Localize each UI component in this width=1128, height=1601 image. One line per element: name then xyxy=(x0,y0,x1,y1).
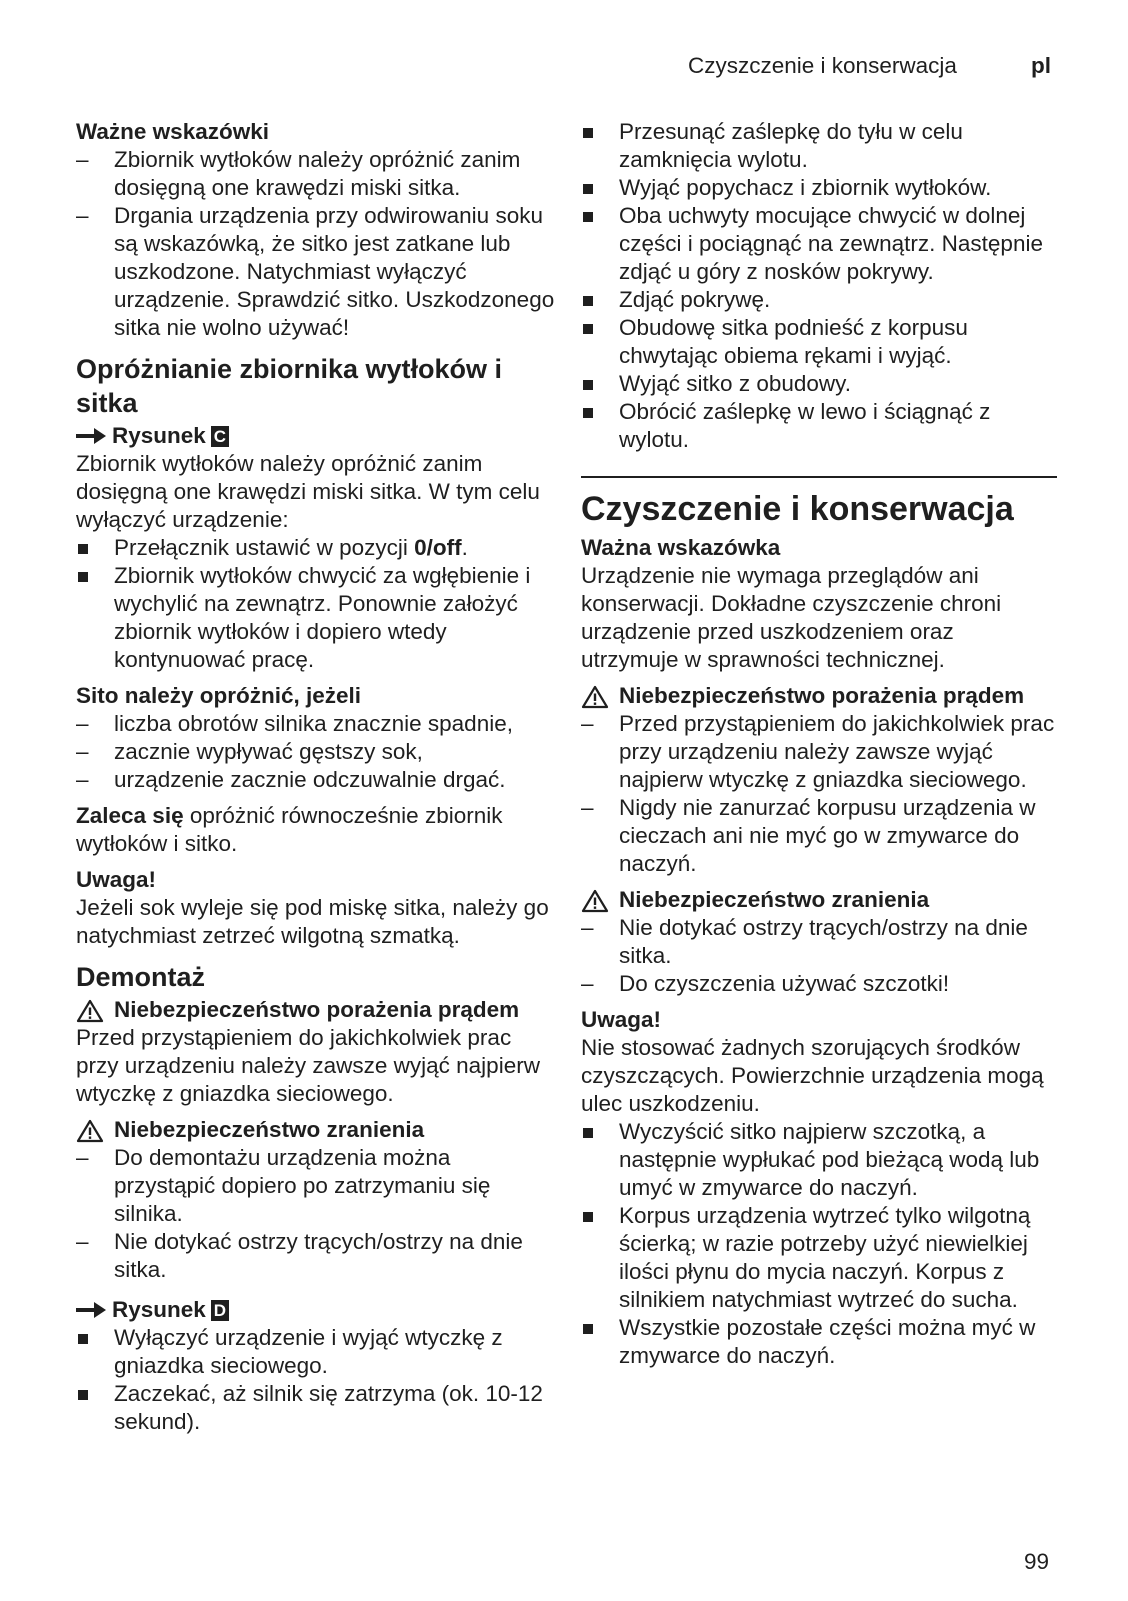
left-column xyxy=(76,118,556,1436)
list-item: Oba uchwyty mocujące chwycić w dolnej części i pociągnąć na zewnątrz. Następnie zdjąć u góry z nosków pokrywy. xyxy=(619,203,1043,284)
list-item: Zbiornik wytłoków chwycić za wgłębienie i wychylić na zewnątrz. Ponownie założyć zbiornik wytłoków i dopiero wtedy kontynuować pracę. xyxy=(114,563,531,672)
warning-triangle-icon xyxy=(581,889,609,913)
emptying-steps xyxy=(76,534,556,674)
list-item: Zaczekać, aż silnik się zatrzyma (ok. 10-12 sekund). xyxy=(114,1381,543,1434)
injury-warning-list xyxy=(76,1144,556,1284)
sieve-conditions-title: Sito należy opróżnić, jeżeli xyxy=(76,683,362,708)
injury-warning: Niebezpieczeństwo zranienia xyxy=(581,886,1057,914)
caution-title: Uwaga! xyxy=(76,867,157,892)
list-item: – zacznie wypływać gęstszy sok, xyxy=(76,738,556,766)
arrow-right-icon xyxy=(76,427,106,445)
disassembly-steps-continued xyxy=(581,118,1057,454)
header-section-title: Czyszczenie i konserwacja xyxy=(688,53,957,78)
list-item: Korpus urządzenia wytrzeć tylko wilgotną ścierką; w razie potrzeby użyć niewielkiej ilości płynu do mycia naczyń. Korpus z silnikiem natychmiast wytrzeć do sucha. xyxy=(619,1203,1031,1312)
shock-warning-text: Przed przystąpieniem do jakichkolwiek prac przy urządzeniu należy zawsze wyjąć najpierw wtyczkę z gniazdka sieciowego. xyxy=(76,1025,540,1106)
injury-warning-list xyxy=(581,914,1057,998)
figure-reference-c: Rysunek C xyxy=(76,422,556,450)
section-title-emptying: Opróżnianie zbiornika wytłoków i sitka xyxy=(76,354,503,418)
list-item: Wyczyścić sitko najpierw szczotką, a następnie wypłukać pod bieżącą wodą lub umyć w zmywarce do naczyń. xyxy=(619,1119,1040,1200)
disassembly-steps xyxy=(76,1324,556,1436)
list-item: – Do czyszczenia używać szczotki! xyxy=(581,970,1057,998)
caution-title: Uwaga! xyxy=(581,1007,662,1032)
warning-triangle-icon xyxy=(581,685,609,709)
right-column xyxy=(581,118,1057,1370)
shock-warning: Niebezpieczeństwo porażenia prądem xyxy=(76,996,556,1024)
list-item: Wszystkie pozostałe części można myć w zmywarce do naczyń. xyxy=(619,1315,1036,1368)
recommendation-text: Zaleca się opróżnić równocześnie zbiornik wytłoków i sitko. xyxy=(76,803,503,856)
list-item: Obudowę sitka podnieść z korpusu chwytając obiema rękami i wyjąć. xyxy=(619,315,968,368)
list-item: Obrócić zaślepkę w lewo i ściągnąć z wylotu. xyxy=(619,399,991,452)
figure-reference-d: Rysunek D xyxy=(76,1296,556,1324)
page-header xyxy=(0,52,1128,84)
figure-letter-badge: C xyxy=(211,426,229,447)
sieve-conditions-list xyxy=(76,710,556,794)
arrow-right-icon xyxy=(76,1301,106,1319)
shock-warning: Niebezpieczeństwo porażenia prądem xyxy=(581,682,1057,710)
section-title-cleaning: Czyszczenie i konserwacja xyxy=(581,490,1014,528)
list-item: – urządzenie zacznie odczuwalnie drgać. xyxy=(76,766,556,794)
emptying-intro: Zbiornik wytłoków należy opróżnić zanim dosięgną one krawędzi miski sitka. W tym celu wyłączyć urządzenie: xyxy=(76,451,540,532)
shock-warning-list xyxy=(581,710,1057,878)
important-notes-title: Ważne wskazówki xyxy=(76,119,269,144)
list-item: – Do demontażu urządzenia można przystąpić dopiero po zatrzymaniu się silnika. xyxy=(76,1144,556,1228)
list-item: Przełącznik ustawić w pozycji 0/off. xyxy=(114,535,468,560)
list-item: – Nie dotykać ostrzy trących/ostrzy na dnie sitka. xyxy=(76,1228,556,1284)
list-item: Wyłączyć urządzenie i wyjąć wtyczkę z gniazdka sieciowego. xyxy=(114,1325,503,1378)
caution-text: Jeżeli sok wyleje się pod miskę sitka, należy go natychmiast zetrzeć wilgotną szmatką. xyxy=(76,895,549,948)
injury-warning: Niebezpieczeństwo zranienia xyxy=(76,1116,556,1144)
warning-triangle-icon xyxy=(76,1119,104,1143)
list-item: – Drgania urządzenia przy odwirowaniu soku są wskazówką, że sitko jest zatkane lub uszkodzone. Natychmiast wyłączyć urządzenie. Sprawdzić sitko. Uszkodzonego sitka nie wolno używać! xyxy=(76,202,556,342)
list-item: – Nigdy nie zanurzać korpusu urządzenia w cieczach ani nie myć go w zmywarce do naczyń. xyxy=(581,794,1057,878)
important-notes-list xyxy=(76,146,556,342)
list-item: Wyjąć sitko z obudowy. xyxy=(619,371,851,396)
cleaning-steps xyxy=(581,1118,1057,1370)
switch-position-value: 0/off xyxy=(414,535,462,560)
list-item: Przesunąć zaślepkę do tyłu w celu zamknięcia wylotu. xyxy=(619,119,963,172)
section-divider xyxy=(581,476,1057,478)
list-item: Wyjąć popychacz i zbiornik wytłoków. xyxy=(619,175,992,200)
section-title-disassembly: Demontaż xyxy=(76,962,206,992)
important-note-text: Urządzenie nie wymaga przeglądów ani konserwacji. Dokładne czyszczenie chroni urządzenie przed uszkodzeniem oraz utrzymuje w sprawności technicznej. xyxy=(581,563,1002,672)
page-number: 99 xyxy=(1024,1549,1050,1574)
header-language-code: pl xyxy=(1031,53,1051,78)
list-item: – liczba obrotów silnika znacznie spadnie, xyxy=(76,710,556,738)
figure-letter-badge: D xyxy=(211,1300,229,1321)
list-item: – Nie dotykać ostrzy trących/ostrzy na dnie sitka. xyxy=(581,914,1057,970)
list-item: – Przed przystąpieniem do jakichkolwiek prac przy urządzeniu należy zawsze wyjąć najpierw wtyczkę z gniazdka sieciowego. xyxy=(581,710,1057,794)
list-item: – Zbiornik wytłoków należy opróżnić zanim dosięgną one krawędzi miski sitka. xyxy=(76,146,556,202)
caution-text: Nie stosować żadnych szorujących środków czyszczących. Powierzchnie urządzenia mogą ulec uszkodzeniu. xyxy=(581,1035,1044,1116)
list-item: Zdjąć pokrywę. xyxy=(619,287,771,312)
important-note-title: Ważna wskazówka xyxy=(581,535,781,560)
warning-triangle-icon xyxy=(76,999,104,1023)
